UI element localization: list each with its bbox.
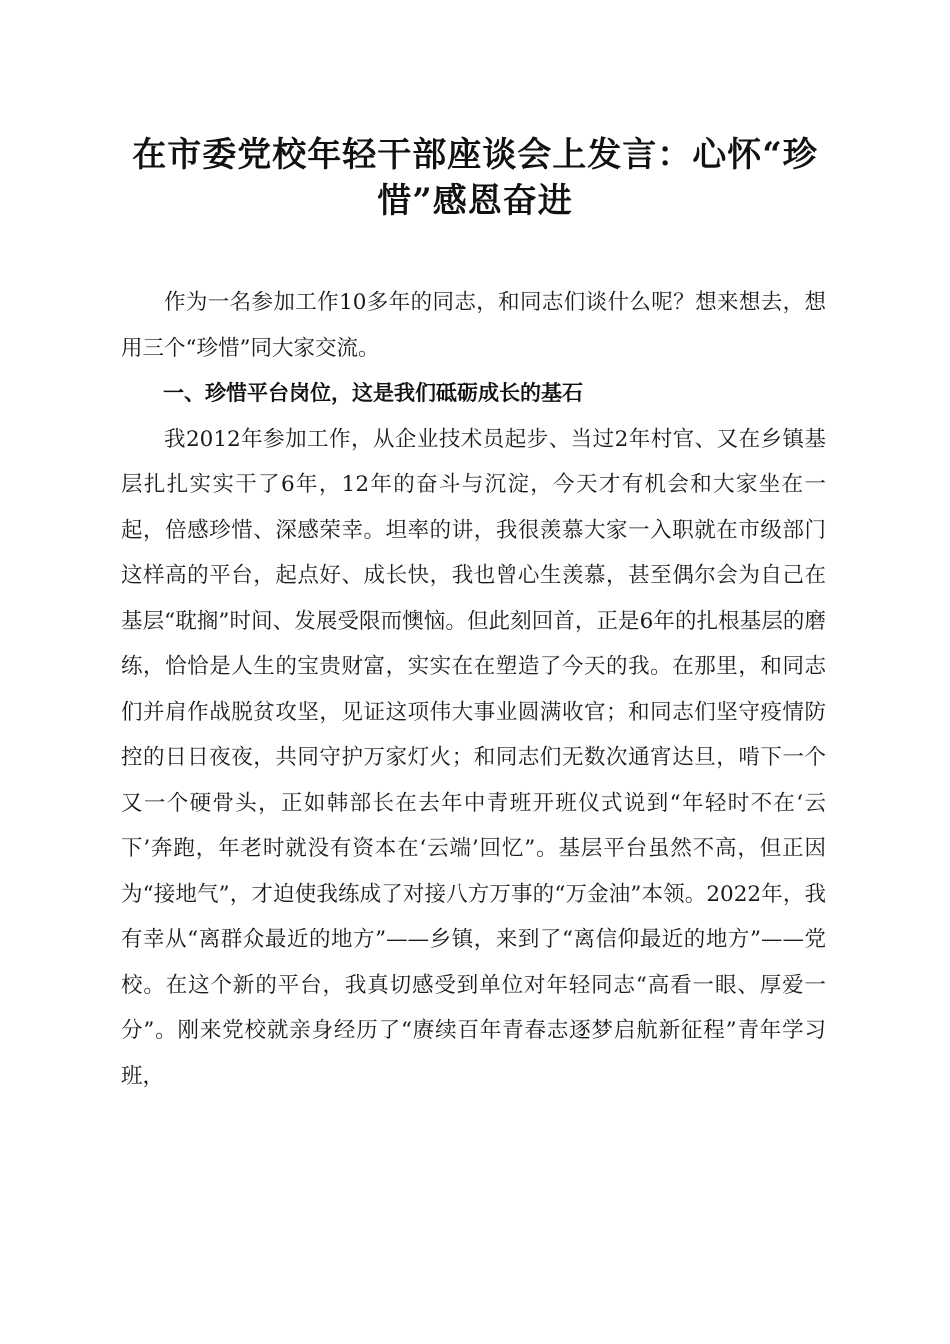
section-heading: 一、珍惜平台岗位，这是我们砥砺成长的基石 — [163, 381, 583, 405]
section-paragraph: 我2012年参加工作，从企业技术员起步、当过2年村官、又在乡镇基层扎扎实实干了6年，12年的奋斗与沉淀，今天才有机会和大家坐在一起，倍感珍惜、深感荣幸。坦率的讲，我很羡慕大家一入职就在市级部门这样高的平台，起点好、成长快，我也曾心生羡慕，甚至偶尔会为自己在基层“耽搁”时间、发展受限而懊恼。但此刻回首，正是6年的扎根基层的磨练，恰恰是人生的宝贵财富，实实在在塑造了今天的我。在那里，和同志们并肩作战脱贫攻坚，见证这项伟大事业圆满收官；和同志们坚守疫情防控的日日夜夜，共同守护万家灯火；和同志们无数次通宵达旦，啃下一个又一个硬骨头，正如韩部长在去年中青班开班仪式说到“年轻时不在‘云下’奔跑，年老时就没有资本在‘云端’回忆”。基层平台虽然不高，但正因为“接地气”，才迫使我练成了对接八方万事的“万金油”本领。2022年，我有幸从“离群众最近的地方”——乡镇，来到了“离信仰最近的地方”——党校。在这个新的平台，我真切感受到单位对年轻同志“高看一眼、厚爱一分”。刚来党校就亲身经历了“赓续百年青春志逐梦启航新征程”青年学习班， — [121, 426, 826, 1089]
document-title: 在市委党校年轻干部座谈会上发言：心怀“珍惜”感恩奋进 — [132, 135, 818, 221]
document-body — [121, 280, 826, 1099]
intro-paragraph: 作为一名参加工作10多年的同志，和同志们谈什么呢？想来想去，想用三个“珍惜”同大家交流。 — [121, 290, 826, 361]
